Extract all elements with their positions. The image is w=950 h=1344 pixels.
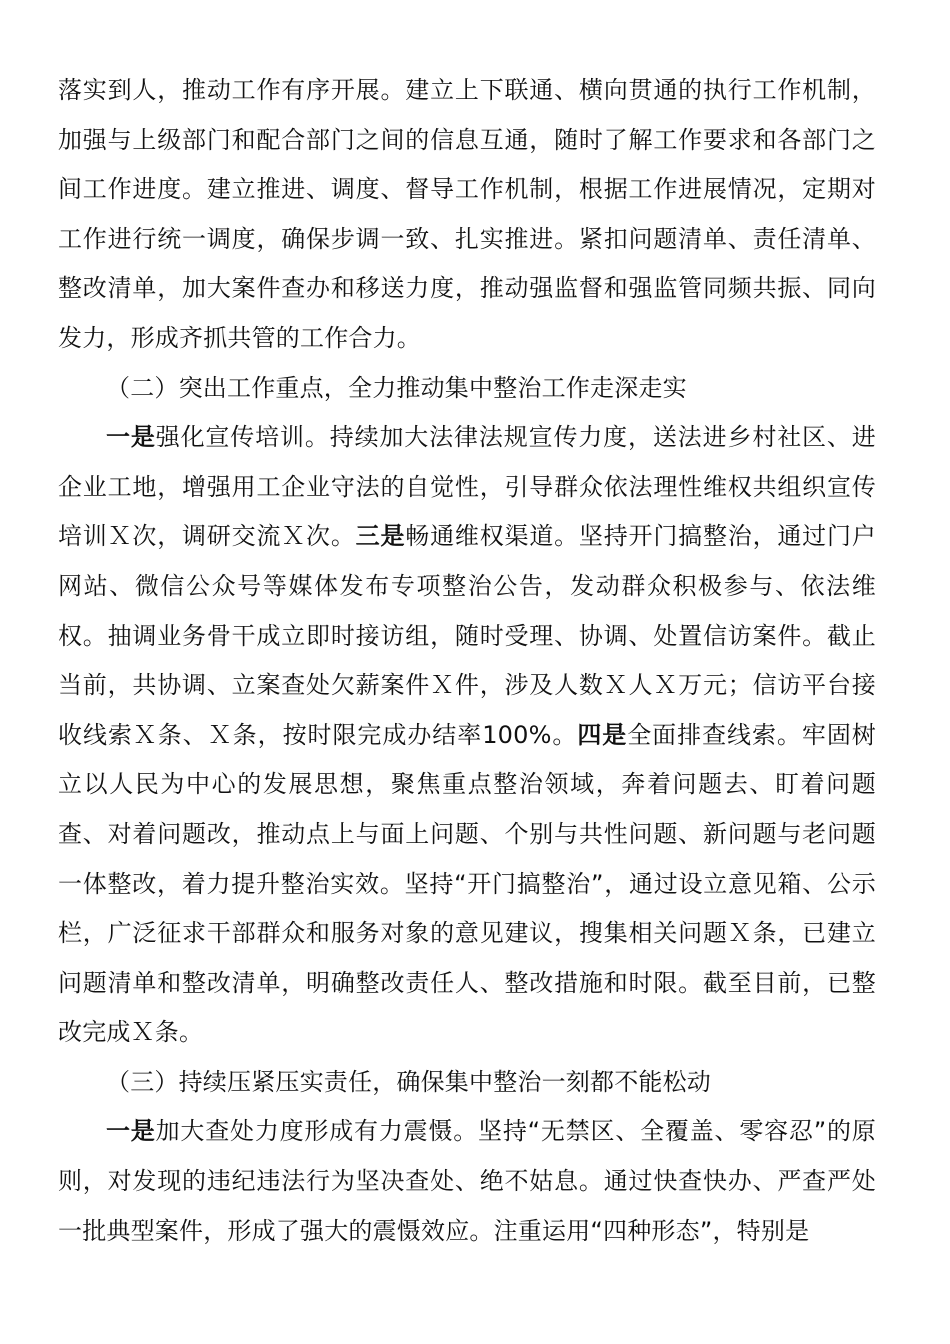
lead-term-3: 三是	[355, 522, 406, 551]
paragraph-key-work	[58, 413, 876, 1058]
lead-term-4: 四是	[577, 720, 628, 749]
section-heading-2: （二）突出工作重点，全力推动集中整治工作走深走实	[106, 373, 687, 402]
paragraph-text-1: 强化宣传培训。持续加大法律法规宣传力度，送法进乡村社区、进企业工地，增强用工企业守法的自觉性，引导群众依法理性维权共组织宣传培训Ｘ次，调研交流Ｘ次。	[58, 423, 876, 551]
section-heading-3: （三）持续压紧压实责任，确保集中整治一刻都不能松动	[106, 1067, 711, 1096]
paragraph-responsibility	[58, 1107, 876, 1256]
lead-term-1: 一是	[106, 1117, 156, 1146]
paragraph-continuation: 落实到人，推动工作有序开展。建立上下联通、横向贯通的执行工作机制，加强与上级部门和配合部门之间的信息互通，随时了解工作要求和各部门之间工作进度。建立推进、调度、督导工作机制，根据工作进展情况，定期对工作进行统一调度，确保步调一致、扎实推进。紧扣问题清单、责任清单、整改清单，加大案件查办和移送力度，推动强监督和强监管同频共振、同向发力，形成齐抓共管的工作合力。	[58, 76, 876, 352]
lead-term-1: 一是	[106, 423, 156, 452]
paragraph-text-1: 加大查处力度形成有力震慑。坚持“无禁区、全覆盖、零容忍”的原则，对发现的违纪违法行为坚决查处、绝不姑息。通过快查快办、严查严处一批典型案件，形成了强大的震慑效应。注重运用“四种形态”，特别是	[58, 1117, 876, 1245]
paragraph-text-3: 畅通维权渠道。坚持开门搞整治，通过门户网站、微信公众号等媒体发布专项整治公告，发动群众积极参与、依法维权。抽调业务骨干成立即时接访组，随时受理、协调、处置信访案件。截止当前，共协调、立案查处欠薪案件Ｘ件，涉及人数Ｘ人Ｘ万元；信访平台接收线索Ｘ条、Ｘ条，按时限完成办结率100%。	[58, 522, 876, 749]
document-page	[58, 66, 876, 1256]
paragraph-text-4: 全面排查线索。牢固树立以人民为中心的发展思想，聚焦重点整治领域，奔着问题去、盯着问题查、对着问题改，推动点上与面上问题、个别与共性问题、新问题与老问题一体整改，着力提升整治实效。坚持“开门搞整治”，通过设立意见箱、公示栏，广泛征求干部群众和服务对象的意见建议，搜集相关问题Ｘ条，已建立问题清单和整改清单，明确整改责任人、整改措施和时限。截至目前，已整改完成Ｘ条。	[58, 720, 876, 1047]
